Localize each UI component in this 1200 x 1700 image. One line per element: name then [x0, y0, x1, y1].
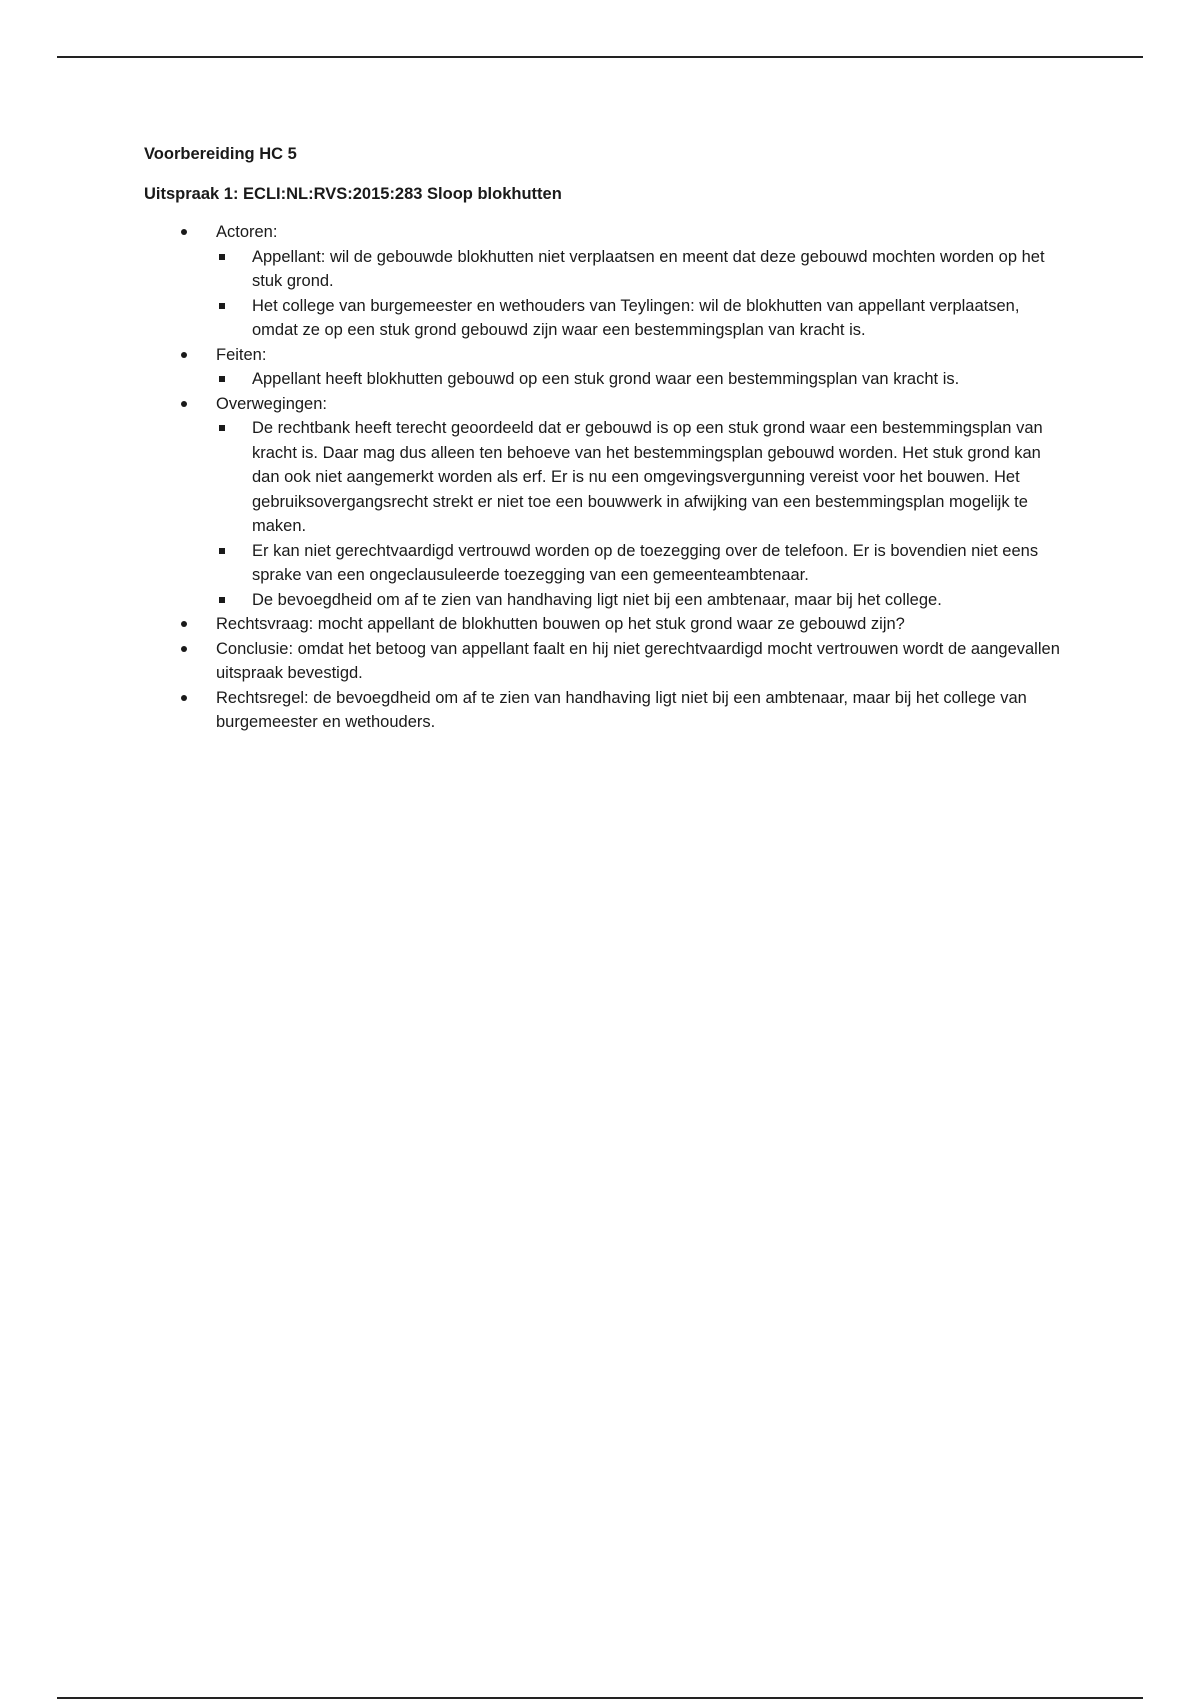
page-bottom-rule	[57, 1697, 1143, 1699]
list-item-text: Rechtsregel: de bevoegdheid om af te zien van handhaving ligt niet bij een ambtenaar, maar bij het college van burgemeester en wethouders.	[216, 688, 1027, 731]
document-body	[144, 142, 1064, 735]
sub-list-item	[216, 588, 1064, 613]
list-item-overwegingen	[144, 392, 1064, 613]
page-top-rule	[57, 56, 1143, 58]
list-item-text: Overwegingen:	[216, 394, 327, 413]
document-title: Voorbereiding HC 5	[144, 145, 297, 163]
sub-list-item	[216, 416, 1064, 539]
list-item-feiten	[144, 343, 1064, 392]
list-item-text: Actoren:	[216, 223, 278, 241]
list-item-actoren	[144, 220, 1064, 343]
sub-list-item-text: De rechtbank heeft terecht geoordeeld dat er gebouwd is op een stuk grond waar een bestemmingsplan van kracht is. Daar mag dus alleen ten behoeve van het bestemmingsplan gebouwd worden. Het stuk grond kan dan ook niet aangemerkt worden als erf. Er is nu een omgevingsvergunning vereist voor het bouwen. Het gebruiksovergangsrecht strekt er niet toe een bouwwerk in afwijking van een bestemmingsplan mogelijk te maken.	[252, 419, 1043, 535]
sub-list-item	[216, 245, 1064, 294]
sub-bullet-list	[216, 367, 1064, 392]
square-bullet-icon	[219, 376, 225, 382]
round-bullet-icon	[181, 352, 187, 358]
sub-list-item-text: Er kan niet gerechtvaardigd vertrouwd worden op de toezegging over de telefoon. Er is bovendien niet eens sprake van een ongeclausuleerde toezegging van een gemeenteambtenaar.	[252, 541, 1039, 584]
sub-bullet-list	[216, 245, 1064, 343]
round-bullet-icon	[181, 646, 187, 652]
round-bullet-icon	[181, 401, 187, 407]
sub-list-item-text: Appellant: wil de gebouwde blokhutten niet verplaatsen en meent dat deze gebouwd mochten worden op het stuk grond.	[252, 247, 1045, 290]
sub-list-item	[216, 367, 1064, 392]
list-item-rechtsvraag	[144, 612, 1064, 637]
list-item-text: Feiten:	[216, 345, 267, 364]
round-bullet-icon	[181, 229, 187, 235]
round-bullet-icon	[181, 695, 187, 701]
square-bullet-icon	[219, 548, 225, 554]
sub-list-item-text: Het college van burgemeester en wethouders van Teylingen: wil de blokhutten van appellant verplaatsen, omdat ze op een stuk grond gebouwd zijn waar een bestemmingsplan van kracht is.	[252, 296, 1020, 339]
sub-bullet-list	[216, 416, 1064, 612]
square-bullet-icon	[219, 597, 225, 603]
list-item-conclusie	[144, 637, 1064, 686]
sub-list-item-text: Appellant heeft blokhutten gebouwd op een stuk grond waar een bestemmingsplan van kracht is.	[252, 370, 960, 388]
main-bullet-list	[144, 220, 1064, 735]
round-bullet-icon	[181, 621, 187, 627]
list-item-text: Conclusie: omdat het betoog van appellant faalt en hij niet gerechtvaardigd mocht vertrouwen wordt de aangevallen uitspraak bevestigd.	[216, 639, 1060, 682]
sub-list-item	[216, 539, 1064, 588]
square-bullet-icon	[219, 425, 225, 431]
list-item-text: Rechtsvraag: mocht appellant de blokhutten bouwen op het stuk grond waar ze gebouwd zijn?	[216, 615, 905, 633]
document-subtitle: Uitspraak 1: ECLI:NL:RVS:2015:283 Sloop blokhutten	[144, 185, 562, 203]
list-item-rechtsregel	[144, 686, 1064, 735]
square-bullet-icon	[219, 303, 225, 309]
sub-list-item	[216, 294, 1064, 343]
sub-list-item-text: De bevoegdheid om af te zien van handhaving ligt niet bij een ambtenaar, maar bij het college.	[252, 590, 942, 609]
square-bullet-icon	[219, 254, 225, 260]
